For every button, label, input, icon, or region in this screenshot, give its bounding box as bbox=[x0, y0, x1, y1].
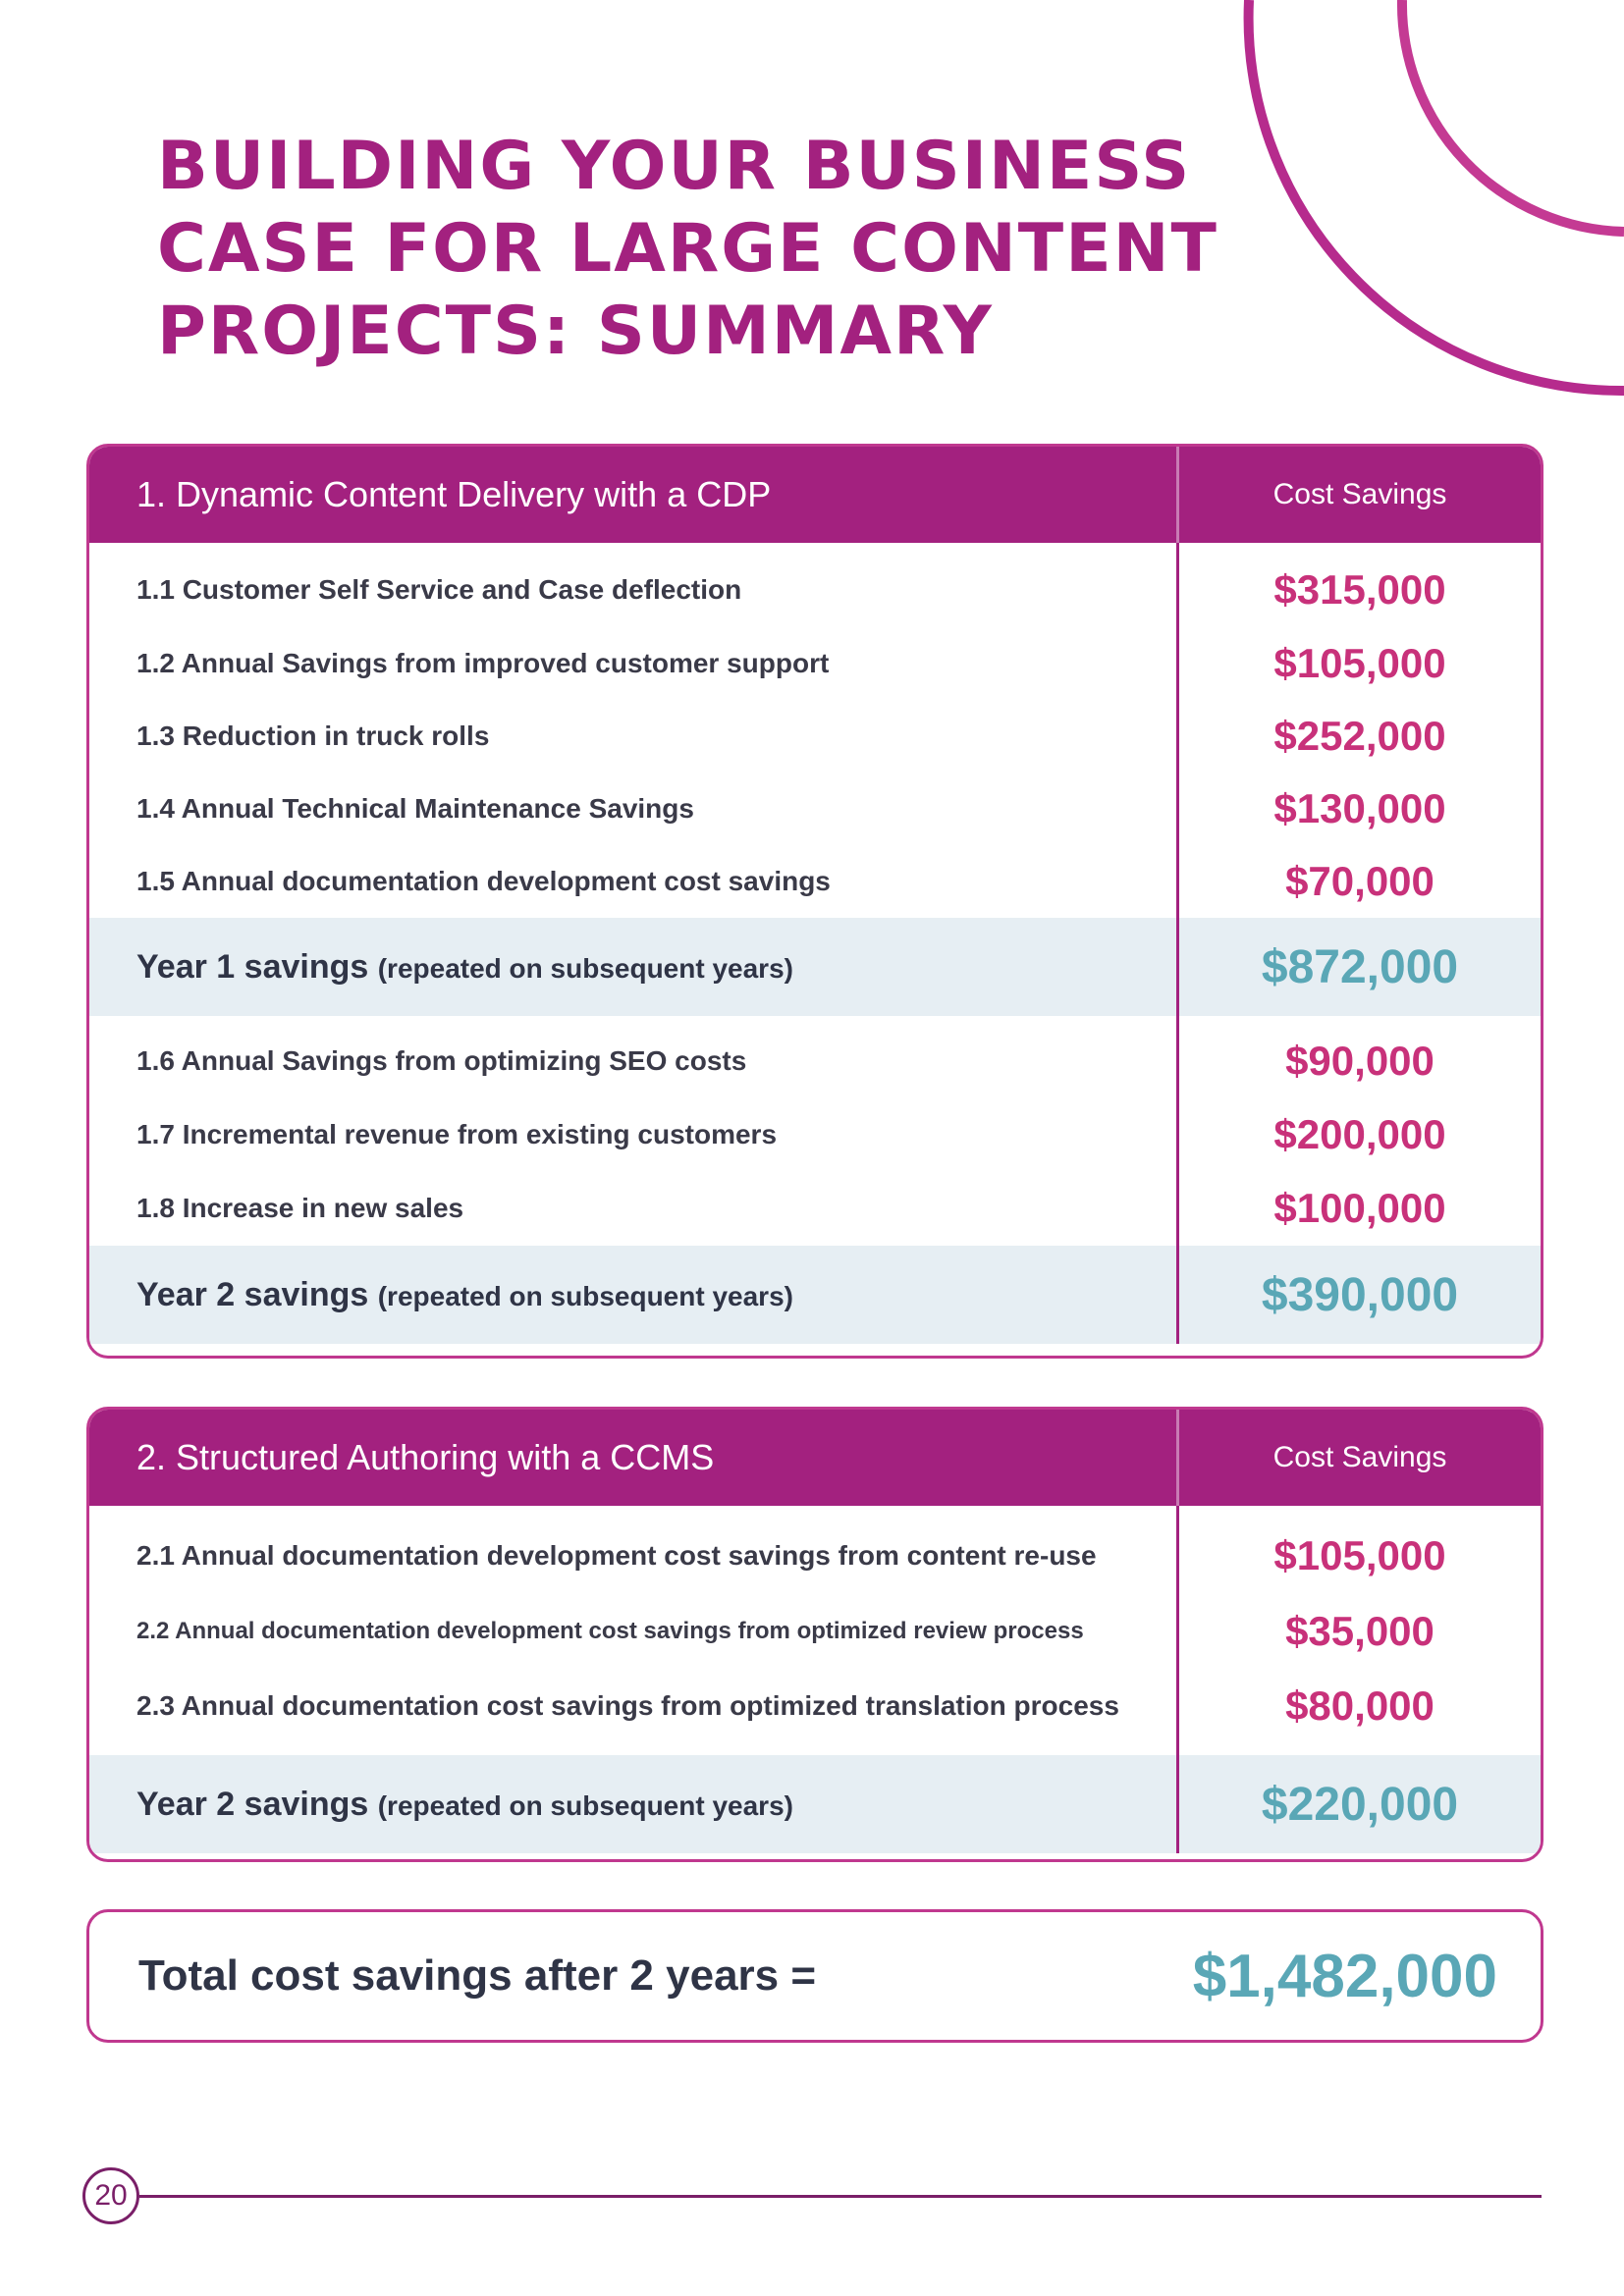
row-value: $35,000 bbox=[1285, 1608, 1435, 1654]
row-label: 1.2 Annual Savings from improved customer support bbox=[136, 648, 830, 678]
year-2-subtotal-row bbox=[89, 1755, 1541, 1853]
page-footer bbox=[82, 2167, 1542, 2236]
subtotal-note: (repeated on subsequent years) bbox=[377, 952, 793, 984]
row-value: $90,000 bbox=[1285, 1038, 1435, 1084]
footer-divider bbox=[139, 2195, 1542, 2198]
row-value: $252,000 bbox=[1273, 713, 1446, 759]
table-row bbox=[89, 627, 1541, 700]
column-header: Cost Savings bbox=[1272, 1441, 1447, 1473]
table-row bbox=[89, 1518, 1541, 1594]
total-value: $1,482,000 bbox=[1192, 1942, 1497, 2010]
row-label: 1.7 Incremental revenue from existing customers bbox=[136, 1119, 778, 1149]
table-row bbox=[89, 1171, 1541, 1246]
column-header: Cost Savings bbox=[1272, 478, 1447, 510]
subtotal-note: (repeated on subsequent years) bbox=[377, 1789, 793, 1821]
row-label: 1.5 Annual documentation development cost savings bbox=[136, 866, 831, 896]
table-header bbox=[89, 1410, 1541, 1506]
table-body bbox=[89, 1506, 1541, 1853]
subtotal-value: $872,000 bbox=[1261, 940, 1459, 993]
table-row bbox=[89, 553, 1541, 627]
subtotal-label bbox=[89, 1786, 1179, 1824]
row-value: $130,000 bbox=[1273, 785, 1446, 831]
total-label: Total cost savings after 2 years = bbox=[138, 1951, 817, 2000]
row-value: $315,000 bbox=[1273, 566, 1446, 613]
title-line: CASE FOR LARGE CONTENT bbox=[157, 210, 1218, 288]
table-row bbox=[89, 1024, 1541, 1098]
ccms-savings-table bbox=[86, 1407, 1543, 1862]
table-row bbox=[89, 845, 1541, 918]
row-label: 2.3 Annual documentation cost savings from optimized translation process bbox=[136, 1690, 1119, 1721]
row-label: 1.4 Annual Technical Maintenance Savings bbox=[136, 793, 694, 824]
table-row bbox=[89, 773, 1541, 845]
table-row bbox=[89, 1594, 1541, 1669]
table-row bbox=[89, 1098, 1541, 1171]
row-value: $100,000 bbox=[1273, 1185, 1446, 1231]
row-label: 1.1 Customer Self Service and Case deflection bbox=[136, 574, 742, 605]
table-body bbox=[89, 543, 1541, 1344]
year-1-subtotal-row bbox=[89, 918, 1541, 1016]
subtotal-title: Year 1 savings bbox=[136, 947, 369, 986]
subtotal-title: Year 2 savings bbox=[136, 1785, 369, 1823]
total-savings-box bbox=[86, 1909, 1543, 2043]
subtotal-label bbox=[89, 948, 1179, 987]
row-label: 1.3 Reduction in truck rolls bbox=[136, 721, 490, 751]
table-row bbox=[89, 700, 1541, 773]
table-row bbox=[89, 1669, 1541, 1743]
subtotal-label bbox=[89, 1276, 1179, 1314]
row-label: 2.2 Annual documentation development cost savings from optimized review process bbox=[136, 1618, 1084, 1644]
subtotal-note: (repeated on subsequent years) bbox=[377, 1280, 793, 1311]
row-label: 2.1 Annual documentation development cost savings from content re-use bbox=[136, 1540, 1097, 1571]
table-header bbox=[89, 447, 1541, 543]
page-title bbox=[157, 126, 1286, 373]
row-label: 1.8 Increase in new sales bbox=[136, 1193, 464, 1223]
subtotal-title: Year 2 savings bbox=[136, 1275, 369, 1313]
row-label: 1.6 Annual Savings from optimizing SEO costs bbox=[136, 1045, 747, 1076]
title-line: PROJECTS: SUMMARY bbox=[157, 293, 994, 370]
page-number: 20 bbox=[82, 2167, 139, 2224]
row-value: $200,000 bbox=[1273, 1111, 1446, 1157]
row-value: $105,000 bbox=[1273, 640, 1446, 686]
row-value: $80,000 bbox=[1285, 1682, 1435, 1729]
subtotal-value: $220,000 bbox=[1261, 1778, 1459, 1831]
table-title: 1. Dynamic Content Delivery with a CDP bbox=[89, 447, 1179, 543]
row-value: $105,000 bbox=[1273, 1532, 1446, 1578]
row-value: $70,000 bbox=[1285, 858, 1435, 904]
title-line: BUILDING YOUR BUSINESS bbox=[157, 128, 1192, 205]
year-2-subtotal-row bbox=[89, 1246, 1541, 1344]
cdp-savings-table bbox=[86, 444, 1543, 1359]
subtotal-value: $390,000 bbox=[1261, 1268, 1459, 1321]
table-title: 2. Structured Authoring with a CCMS bbox=[89, 1410, 1179, 1506]
